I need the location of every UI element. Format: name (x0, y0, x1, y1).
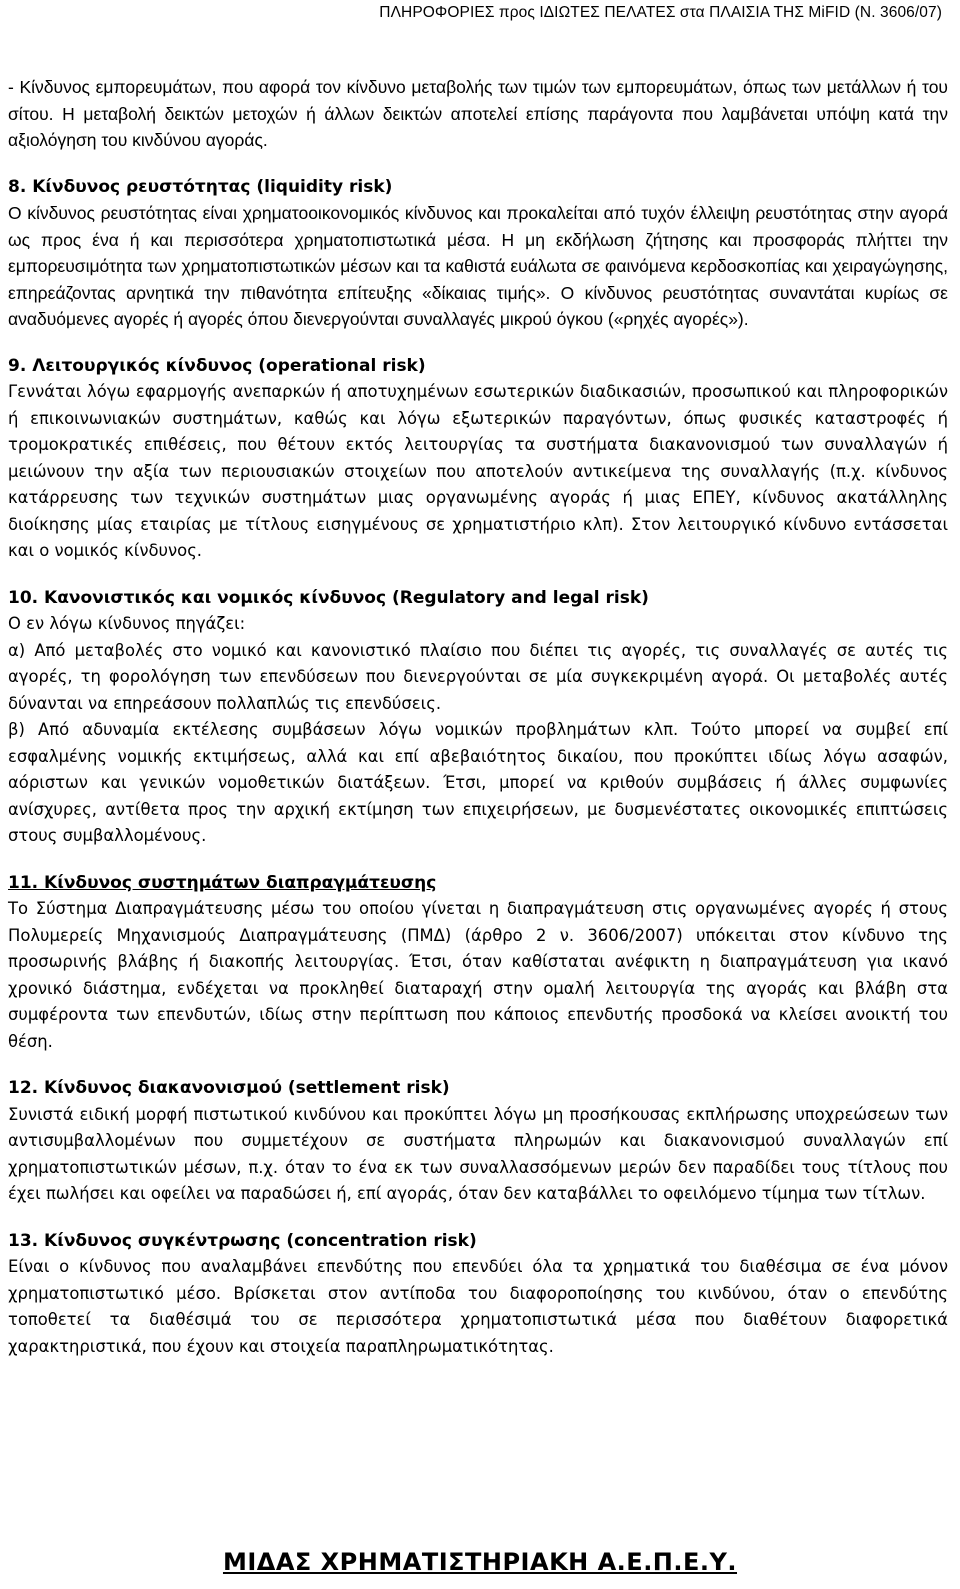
section-title: 10. Κανονιστικός και νομικός κίνδυνος (Regulatory and legal risk) (8, 587, 649, 608)
section-paragraph: Ο εν λόγω κίνδυνος πηγάζει: (8, 614, 246, 633)
section-title: 8. Κίνδυνος ρευστότητας (liquidity risk) (8, 176, 393, 197)
page-footer (0, 1548, 960, 1576)
section-title: 11. Κίνδυνος συστημάτων διαπραγμάτευσης (8, 872, 437, 893)
document-body (8, 74, 948, 1360)
section-title: 9. Λειτουργικός κίνδυνος (operational risk) (8, 355, 426, 376)
section-concentration-risk (8, 1228, 948, 1361)
page-header: ΠΛΗΡΟΦΟΡΙΕΣ προς ΙΔΙΩΤΕΣ ΠΕΛΑΤΕΣ στα ΠΛΑΙΣΙΑ ΤΗΣ MiFID (Ν. 3606/07) (379, 4, 942, 21)
section-paragraph: Είναι ο κίνδυνος που αναλαμβάνει επενδύτης που επενδύει όλα τα χρηματικά του διαθέσιμα σε ένα μόνον χρηματοπιστωτικό μέσο. Βρίσκεται στον αντίποδα του διαφοροποίησης του κινδύνου, όταν ο επενδύτης τοποθετεί τα διαθέσιμά του σε περισσότερα χρηματοπιστωτικά μέσα που διαθέτουν διαφορετικά χαρακτηριστικά, που έχουν και στοιχεία παραπληρωματικότητας. (8, 1257, 948, 1356)
section-title: 13. Κίνδυνος συγκέντρωσης (concentration risk) (8, 1230, 477, 1251)
section-paragraph: α) Από μεταβολές στο νομικό και κανονιστικό πλαίσιο που διέπει τις αγορές, τις συναλλαγές σε αυτές τις αγορές, τη φορολόγηση των επενδύσεων που διενεργούνται σε μία συγκεκριμένη αγορά. Οι μεταβολές αυτές δύνανται να επηρεάσουν πολλαπλώς τις επενδύσεις. (8, 640, 948, 713)
section-paragraph: Ο κίνδυνος ρευστότητας είναι χρηματοοικονομικός κίνδυνος και προκαλείται από τυχόν έλλειψη ρευστότητας στην αγορά ως προς ένα ή και περισσότερα χρηματοπιστωτικά μέσα. Η μη εκδήλωση ζήτησης και προσφοράς πλήττει την εμπορευσιμότητα των χρηματοπιστωτικών μέσων και τα καθιστά ευάλωτα σε φαινόμενα κερδοσκοπίας και χειραγώγησης, επηρεάζοντας αρνητικά την πιθανότητα επίτευξης «δίκαιας τιμής». Ο κίνδυνος ρευστότητας συναντάται κυρίως σε αναδυόμενες αγορές ή αγορές όπου διενεργούνται συναλλαγές μικρού όγκου («ρηχές αγορές»). (8, 203, 948, 329)
section-operational-risk (8, 353, 948, 565)
section-regulatory-risk (8, 585, 948, 850)
intro-paragraph: - Κίνδυνος εμπορευμάτων, που αφορά τον κίνδυνο μεταβολής των τιμών των εμπορευμάτων, όπως των μετάλλων ή του σίτου. Η μεταβολή δεικτών μετοχών ή άλλων δεικτών αποτελεί επίσης παράγοντα που λαμβάνεται υπόψη κατά την αξιολόγηση του κινδύνου αγοράς. (8, 77, 948, 150)
section-title: 12. Κίνδυνος διακανονισμού (settlement risk) (8, 1078, 450, 1098)
section-paragraph: Συνιστά ειδική μορφή πιστωτικού κινδύνου και προκύπτει λόγω μη προσήκουσας εκπλήρωσης υποχρεώσεων των αντισυμβαλλομένων που συμμετέχουν σε συστήματα πληρωμών και διακανονισμού συναλλαγών επί χρηματοπιστωτικών μέσων, π.χ. όταν το ένα εκ των συναλλασσόμενων μερών δεν παραδίδει τους τίτλους που έχει πωλήσει και οφείλει να παραδώσει ή, επί αγοράς, όταν δεν καταβάλλει το οφειλόμενο τίμημα των τίτλων. (8, 1104, 948, 1203)
section-liquidity-risk (8, 174, 948, 333)
footer-company-name: ΜΙΔΑΣ ΧΡΗΜΑΤΙΣΤΗΡΙΑΚΗ Α.Ε.Π.Ε.Υ. (222, 1548, 738, 1576)
section-paragraph: Γεννάται λόγω εφαρμογής ανεπαρκών ή αποτυχημένων εσωτερικών διαδικασιών, προσωπικού και πληροφορικών ή επικοινωνιακών συστημάτων, καθώς και λόγω εξωτερικών παραγόντων, όπως φυσικές καταστροφές ή τρομοκρατικές επιθέσεις, που θέτουν εκτός λειτουργίας τα συστήματα διακανονισμού των συναλλαγών ή μειώνουν την αξία των περιουσιακών στοιχείων που αποτελούν αντικείμενα της συναλλαγής (π.χ. κίνδυνος κατάρρευσης των τεχνικών συστημάτων μιας οργανωμένης αγοράς ή μιας ΕΠΕΥ, κίνδυνος ακατάλληλης διοίκησης μίας εταιρίας με τίτλους εισηγμένους σε χρηματιστήριο κλπ). Στον λειτουργικό κίνδυνο εντάσσεται και ο νομικός κίνδυνος. (8, 382, 948, 560)
section-paragraph: Το Σύστημα Διαπραγμάτευσης μέσω του οποίου γίνεται η διαπραγμάτευση στις οργανωμένες αγορές ή στους Πολυμερείς Μηχανισμούς Διαπραγμάτευσης (ΠΜΔ) (άρθρο 2 ν. 3606/2007) υπόκειται στον κίνδυνο της προσωρινής βλάβης ή διακοπής λειτουργίας. Έτσι, όταν καθίσταται ανέφικτη η διαπραγμάτευση για ικανό χρονικό διάστημα, ενδέχεται να προκληθεί διαταραχή στην ομαλή λειτουργία της αγοράς και βλάβη στα συμφέροντα των επενδυτών, ιδίως στην περίπτωση που κάποιος επενδυτής προσδοκά να κλείσει ανοικτή του θέση. (8, 899, 948, 1051)
section-settlement-risk (8, 1075, 948, 1208)
section-paragraph: β) Από αδυναμία εκτέλεσης συμβάσεων λόγω νομικών προβλημάτων κλπ. Τούτο μπορεί να συμβεί επί εσφαλμένης νομικής εκτιμήσεως, αλλά και επί αβεβαιότητος δικαίου, που προκύπτει ιδίως λόγω ασαφών, αόριστων και γενικών νομοθετικών διατάξεων. Έτσι, μπορεί να κριθούν συμβάσεις ή άλλες συμφωνίες ανίσχυρες, αντίθετα προς την αρχική εκτίμηση των επιχειρήσεων, με δυσμενέστατες οικονομικές επιπτώσεις στους συμβαλλομένους. (8, 720, 948, 845)
section-trading-systems-risk (8, 870, 948, 1056)
